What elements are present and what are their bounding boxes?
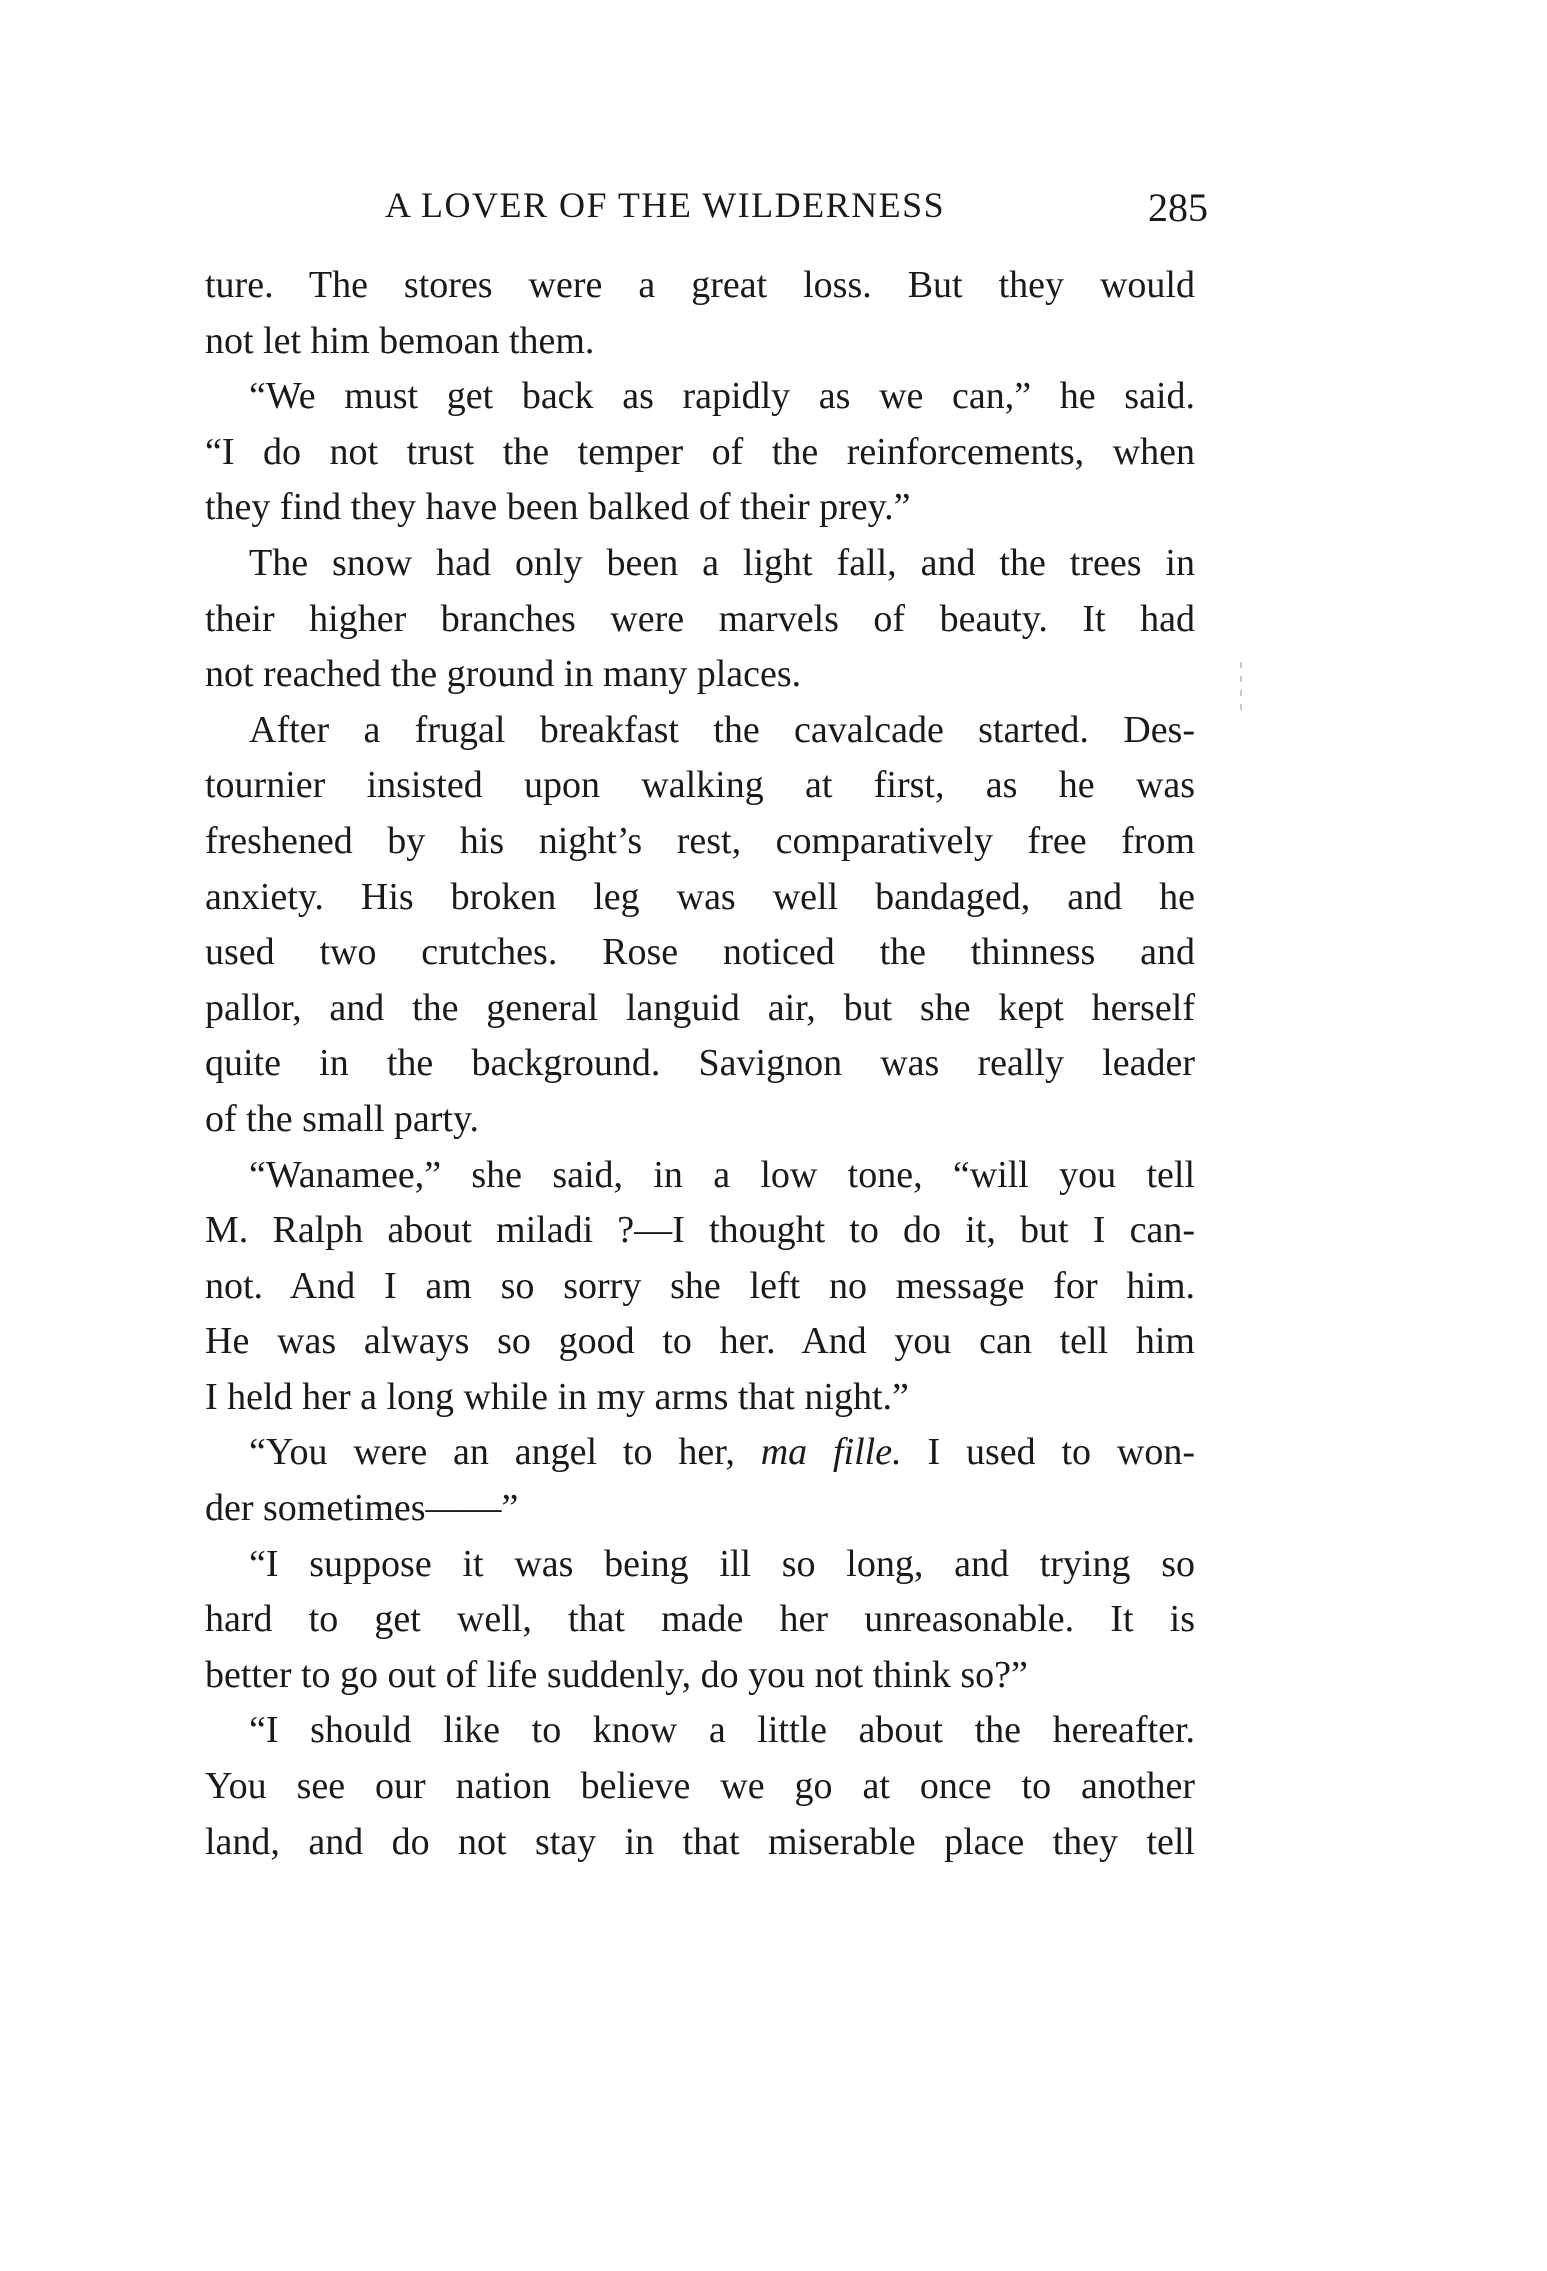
- text-line: You see our nation believe we go at once to another: [205, 1765, 1195, 1808]
- text-line: freshened by his night’s rest, comparatively free from: [205, 819, 1195, 862]
- running-title: A LOVER OF THE WILDERNESS: [385, 185, 946, 225]
- text-line: not let him bemoan them.: [205, 319, 595, 362]
- text-line: “Wanamee,” she said, in a low tone, “will you tell: [249, 1153, 1195, 1196]
- text-line: The snow had only been a light fall, and the trees in: [249, 541, 1195, 584]
- text-segment: I used to won-: [901, 1431, 1196, 1474]
- text-line: I held her a long while in my arms that night.”: [205, 1375, 909, 1418]
- margin-speck: [1240, 662, 1242, 668]
- text-line: [205, 1425, 1195, 1481]
- text-line: “I do not trust the temper of the reinforcements, when: [205, 430, 1195, 473]
- text-segment: “You were an angel to her,: [249, 1431, 761, 1474]
- text-line: of the small party.: [205, 1097, 480, 1140]
- text-line: used two crutches. Rose noticed the thinness and: [205, 931, 1195, 974]
- text-line: “We must get back as rapidly as we can,” he said.: [249, 375, 1195, 418]
- text-line: pallor, and the general languid air, but she kept herself: [205, 986, 1195, 1029]
- text-line: not reached the ground in many places.: [205, 653, 802, 696]
- text-line: He was always so good to her. And you can tell him: [205, 1320, 1195, 1363]
- margin-speck: [1240, 704, 1242, 710]
- text-line: better to go out of life suddenly, do you not think so?”: [205, 1653, 1028, 1696]
- text-line: land, and do not stay in that miserable place they tell: [205, 1820, 1195, 1863]
- text-line: “I suppose it was being ill so long, and trying so: [249, 1542, 1195, 1585]
- text-line: anxiety. His broken leg was well bandaged, and he: [205, 875, 1195, 918]
- text-line: their higher branches were marvels of beauty. It had: [205, 597, 1195, 640]
- text-line: hard to get well, that made her unreasonable. It is: [205, 1598, 1195, 1641]
- margin-speck: [1240, 676, 1242, 682]
- body-text: [205, 258, 1195, 1870]
- text-line: they find they have been balked of their prey.”: [205, 486, 911, 529]
- text-line: tournier insisted upon walking at first, as he was: [205, 764, 1195, 807]
- italic-phrase: ma fille.: [760, 1431, 902, 1474]
- text-line: M. Ralph about miladi ?—I thought to do it, but I can-: [205, 1209, 1195, 1252]
- text-line: der sometimes——”: [205, 1487, 519, 1530]
- text-line: “I should like to know a little about the hereafter.: [249, 1709, 1195, 1752]
- text-line: After a frugal breakfast the cavalcade started. Des-: [249, 708, 1195, 751]
- running-head: [205, 176, 1208, 236]
- text-line: ture. The stores were a great loss. But they would: [205, 264, 1195, 306]
- margin-speck: [1240, 690, 1242, 696]
- page-number: 285: [1148, 185, 1208, 230]
- text-line: not. And I am so sorry she left no message for him.: [205, 1264, 1195, 1307]
- text-line: quite in the background. Savignon was really leader: [205, 1042, 1195, 1085]
